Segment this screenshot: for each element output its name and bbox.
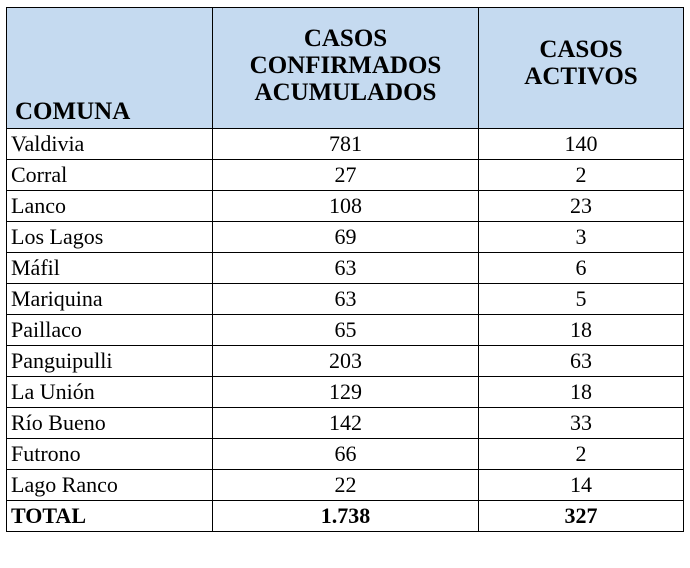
cell-comuna: Corral	[7, 160, 213, 191]
table-row	[7, 439, 684, 470]
cell-acumulados: 27	[213, 160, 479, 191]
cell-activos: 33	[479, 408, 684, 439]
cell-comuna: Máfil	[7, 253, 213, 284]
cell-activos: 6	[479, 253, 684, 284]
cell-acumulados: 129	[213, 377, 479, 408]
cell-acumulados: 65	[213, 315, 479, 346]
cell-acumulados: 66	[213, 439, 479, 470]
cell-comuna: Los Lagos	[7, 222, 213, 253]
cases-table	[6, 7, 684, 532]
header-row	[7, 8, 684, 129]
table-row	[7, 253, 684, 284]
header-acumulados-line-3: ACUMULADOS	[254, 78, 437, 106]
table-row	[7, 191, 684, 222]
table-row	[7, 222, 684, 253]
total-activos: 327	[479, 501, 684, 532]
cell-activos: 14	[479, 470, 684, 501]
cell-activos: 63	[479, 346, 684, 377]
cell-activos: 2	[479, 439, 684, 470]
cell-acumulados: 108	[213, 191, 479, 222]
cell-comuna: Futrono	[7, 439, 213, 470]
cell-acumulados: 22	[213, 470, 479, 501]
cell-acumulados: 203	[213, 346, 479, 377]
cell-comuna: Lago Ranco	[7, 470, 213, 501]
cell-comuna: Río Bueno	[7, 408, 213, 439]
header-casos-confirmados-acumulados	[213, 8, 479, 129]
cell-comuna: La Unión	[7, 377, 213, 408]
table-row	[7, 377, 684, 408]
table-row	[7, 284, 684, 315]
total-row	[7, 501, 684, 532]
cell-activos: 18	[479, 315, 684, 346]
header-comuna-label: COMUNA	[15, 98, 131, 125]
header-casos-activos	[479, 8, 684, 129]
cell-acumulados: 142	[213, 408, 479, 439]
cell-acumulados: 63	[213, 284, 479, 315]
cell-acumulados: 781	[213, 129, 479, 160]
cell-activos: 5	[479, 284, 684, 315]
total-label: TOTAL	[7, 501, 213, 532]
header-activos-line-2: ACTIVOS	[524, 63, 638, 90]
cell-activos: 18	[479, 377, 684, 408]
cell-acumulados: 69	[213, 222, 479, 253]
cell-comuna: Panguipulli	[7, 346, 213, 377]
cell-activos: 23	[479, 191, 684, 222]
cell-acumulados: 63	[213, 253, 479, 284]
table-row	[7, 160, 684, 191]
cell-comuna: Lanco	[7, 191, 213, 222]
table-row	[7, 315, 684, 346]
cell-comuna: Paillaco	[7, 315, 213, 346]
table-row	[7, 129, 684, 160]
header-acumulados-line-2: CONFIRMADOS	[249, 51, 442, 79]
cell-comuna: Mariquina	[7, 284, 213, 315]
cell-activos: 140	[479, 129, 684, 160]
header-acumulados-line-1: CASOS	[303, 24, 388, 52]
table-row	[7, 470, 684, 501]
table-row	[7, 408, 684, 439]
total-acumulados: 1.738	[213, 501, 479, 532]
header-activos-line-1: CASOS	[539, 36, 623, 63]
cell-activos: 3	[479, 222, 684, 253]
cell-activos: 2	[479, 160, 684, 191]
cell-comuna: Valdivia	[7, 129, 213, 160]
table-row	[7, 346, 684, 377]
header-comuna	[7, 8, 213, 129]
